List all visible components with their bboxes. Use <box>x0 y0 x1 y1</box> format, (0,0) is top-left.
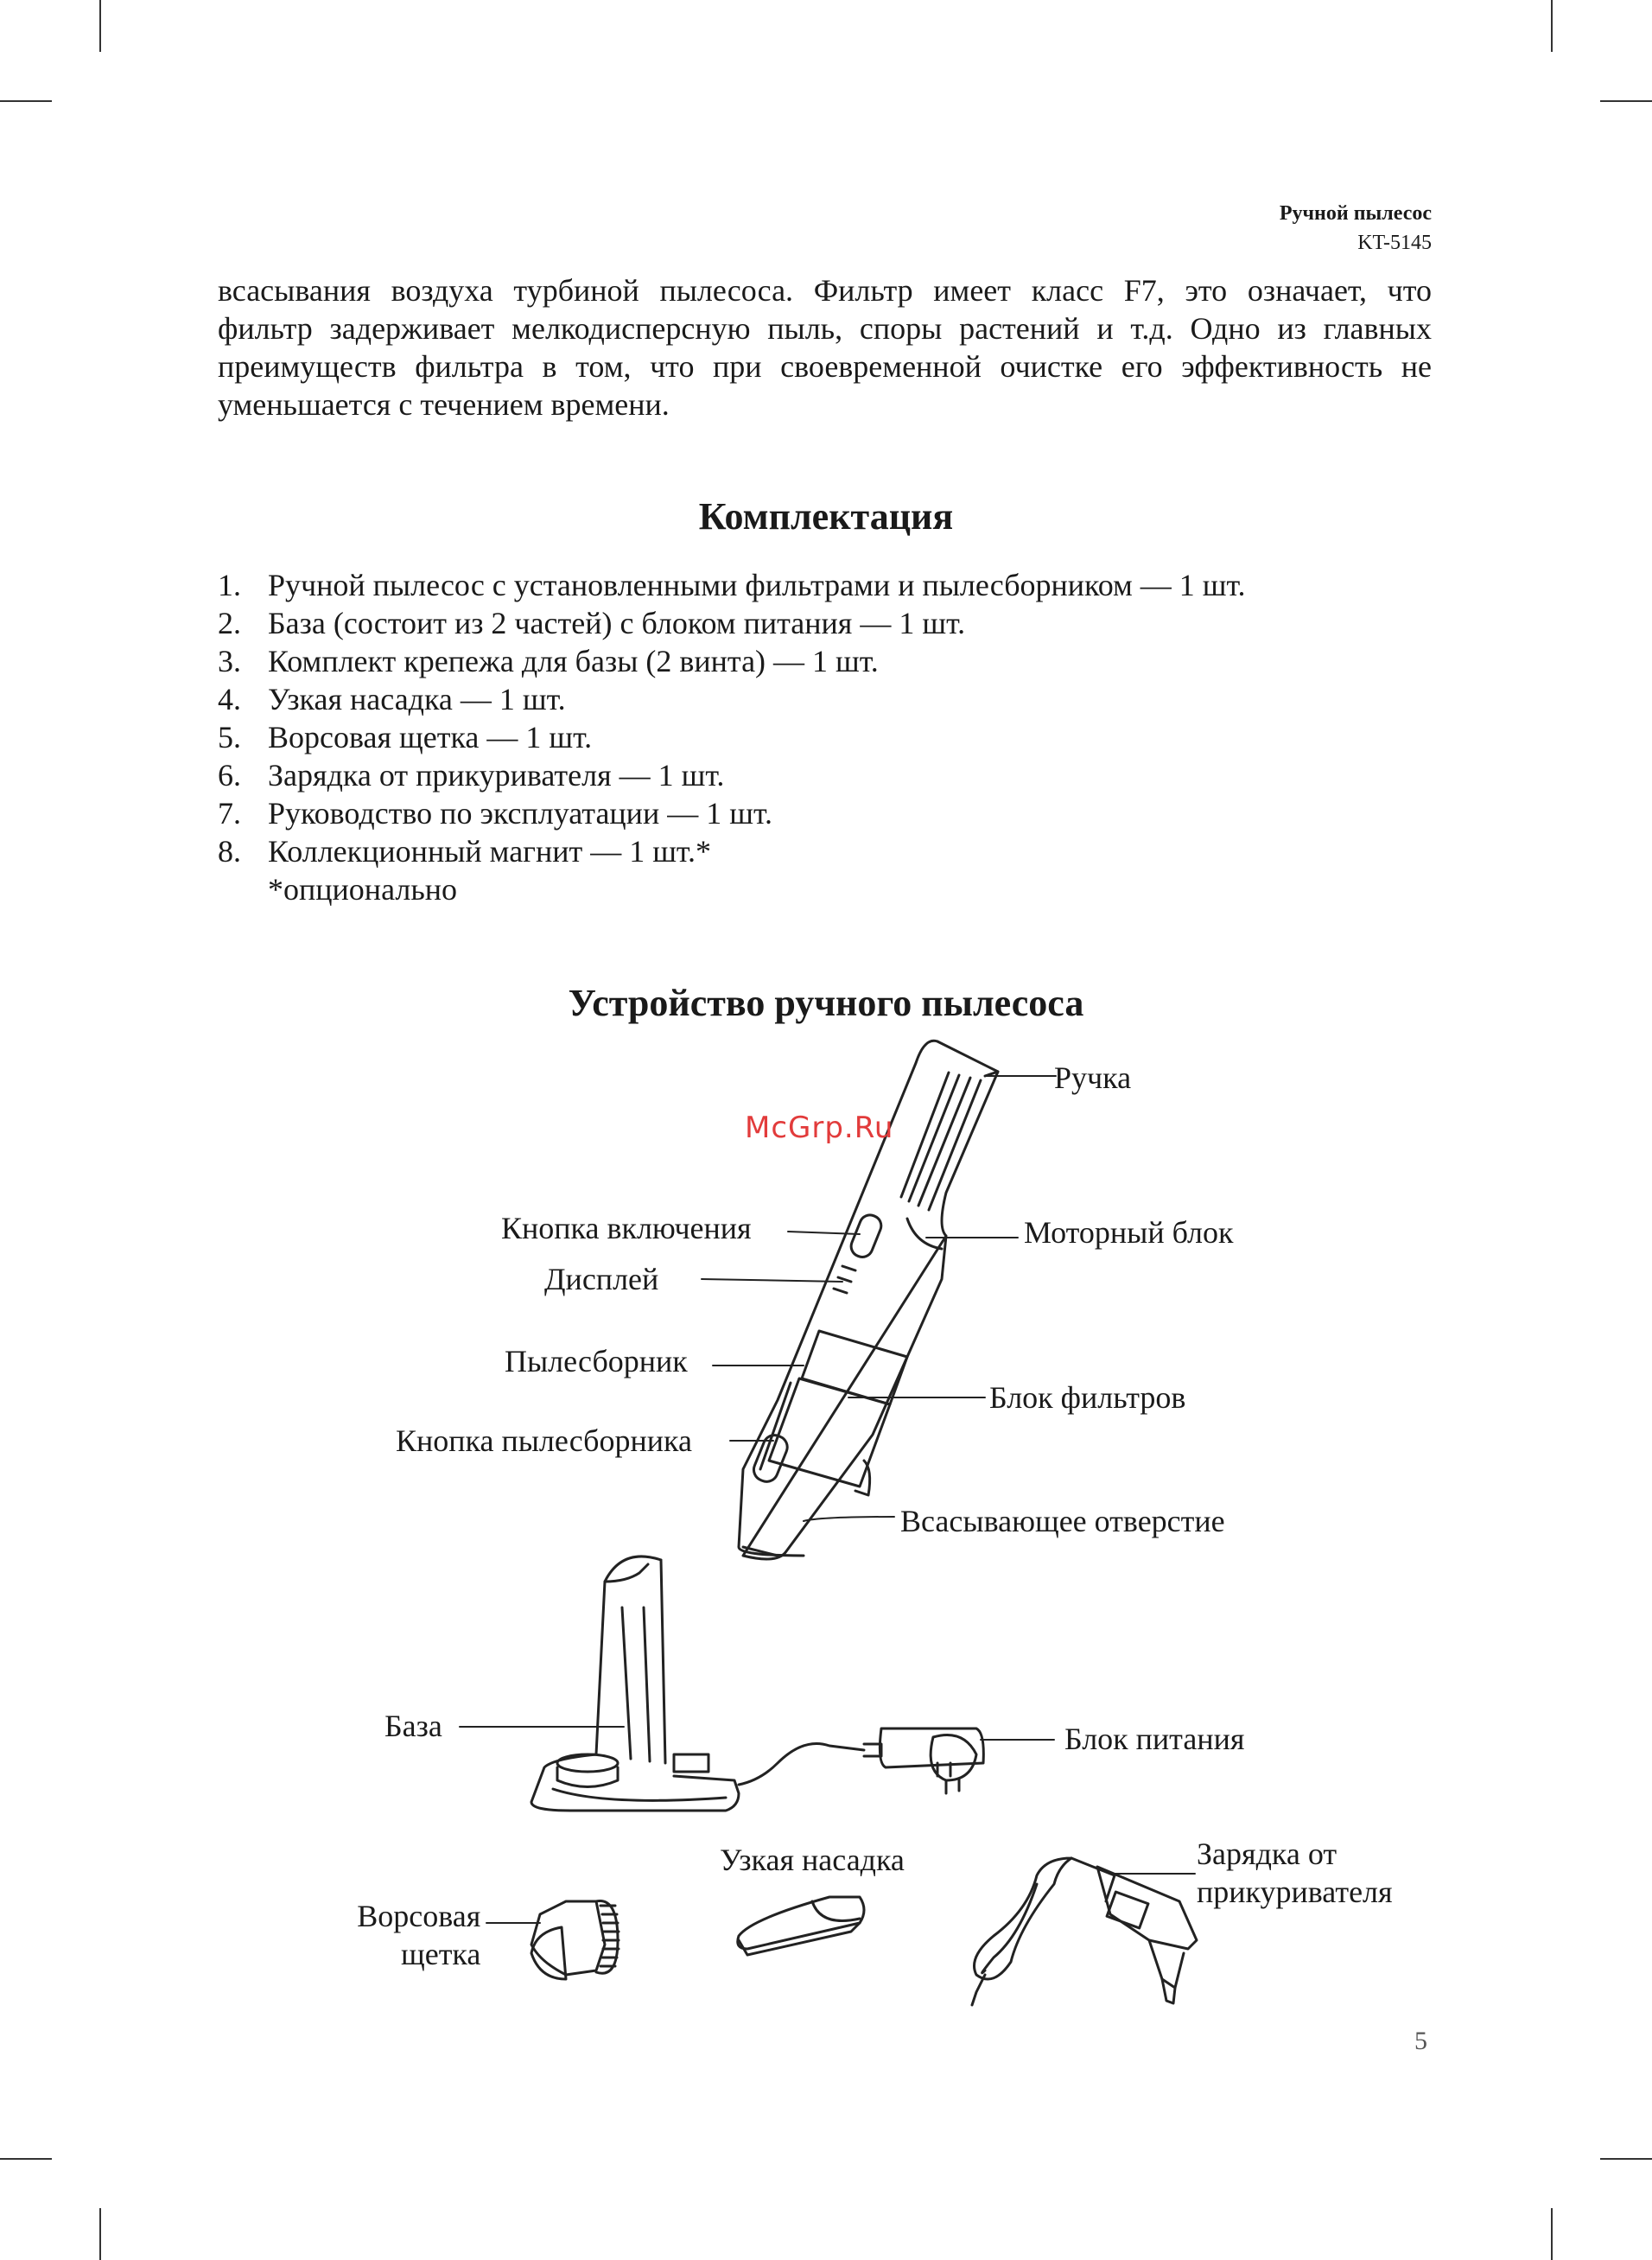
list-item-number: 4. <box>218 682 241 716</box>
list-item-text: База (состоит из 2 частей) с блоком питания — 1 шт. <box>268 606 966 640</box>
label-base: База <box>384 1709 442 1743</box>
list-item-text: Ручной пылесос с установленными фильтрами и пылесборником — 1 шт. <box>268 568 1246 602</box>
watermark: McGrp.Ru <box>745 1111 894 1145</box>
base-shape <box>531 1557 739 1811</box>
label-car-charger-line: Зарядка от <box>1197 1837 1337 1871</box>
list-item-text: Комплект крепежа для базы (2 винта) — 1 шт. <box>268 644 879 678</box>
label-display: Дисплей <box>544 1262 659 1296</box>
intro-line: преимуществ фильтра в том, что при своевременной очистке его эффективность не <box>218 349 1432 384</box>
label-filter-block: Блок фильтров <box>989 1380 1186 1415</box>
list-item-text: Ворсовая щетка — 1 шт. <box>268 720 593 754</box>
label-brush <box>349 1897 480 1973</box>
page-number: 5 <box>1414 2027 1427 2055</box>
power-button-shape <box>848 1212 885 1260</box>
header-model: KT-5145 <box>1357 232 1432 254</box>
header-title: Ручной пылесос <box>1279 202 1432 225</box>
optional-note: *опционально <box>268 872 458 907</box>
power-supply-shape <box>739 1728 983 1793</box>
label-motor-block: Моторный блок <box>1024 1215 1234 1250</box>
label-handle: Ручка <box>1054 1060 1132 1095</box>
leader-lines <box>460 1076 1195 1923</box>
label-power-button: Кнопка включения <box>501 1211 752 1245</box>
list-item-number: 2. <box>218 606 241 640</box>
list-item-text: Руководство по эксплуатации — 1 шт. <box>268 796 772 831</box>
brush-shape <box>531 1901 619 1979</box>
car-charger-shape <box>972 1858 1197 2005</box>
list-item-text: Коллекционный магнит — 1 шт.* <box>268 834 711 869</box>
list-item-number: 6. <box>218 758 241 793</box>
intro-line: всасывания воздуха турбиной пылесоса. Фильтр имеет класс F7, это означает, что <box>218 273 1432 308</box>
list-item-number: 1. <box>218 568 241 602</box>
label-suction-opening: Всасывающее отверстие <box>900 1504 1225 1538</box>
list-item-number: 3. <box>218 644 241 678</box>
label-brush-line: Ворсовая <box>357 1899 481 1933</box>
list-item-number: 8. <box>218 834 241 869</box>
label-brush-line: щетка <box>401 1937 481 1971</box>
list-item-text: Узкая насадка — 1 шт. <box>268 682 566 716</box>
label-dust-container: Пылесборник <box>505 1344 688 1378</box>
intro-line: уменьшается с течением времени. <box>218 387 670 422</box>
list-item-number: 5. <box>218 720 241 754</box>
intro-line: фильтр задерживает мелкодисперсную пыль, споры растений и т.д. Одно из главных <box>218 311 1432 346</box>
contents-heading: Комплектация <box>698 495 954 538</box>
label-car-charger <box>1197 1835 1393 1911</box>
list-item-number: 7. <box>218 796 241 831</box>
label-container-button: Кнопка пылесборника <box>396 1423 692 1458</box>
label-power-supply: Блок питания <box>1064 1722 1245 1756</box>
device-heading: Устройство ручного пылесоса <box>568 982 1084 1024</box>
list-item-text: Зарядка от прикуривателя — 1 шт. <box>268 758 725 793</box>
label-car-charger-line: прикуривателя <box>1197 1875 1393 1909</box>
label-narrow-nozzle: Узкая насадка <box>720 1843 905 1877</box>
nozzle-shape <box>738 1897 864 1955</box>
